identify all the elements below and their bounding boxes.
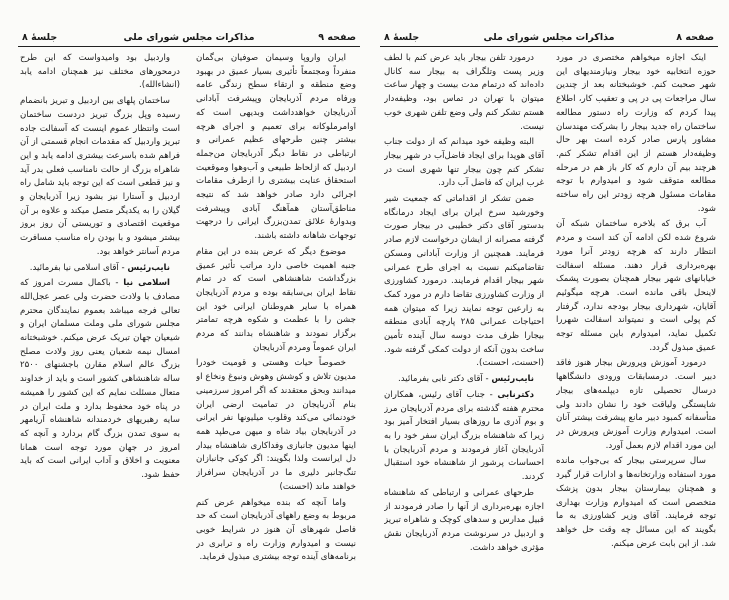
paragraph-text: ضمن تشکر از اقداماتی که جمعیت شیر وخورشید سرخ ایران برای ایجاد درمانگاه بدستور آقای دکتر خطیبی در بیجار صورت گرفته مصرانه از ایشان درخواست لازم صادر فرمایند. همچنین از وزارت آبادانی ومسکن تقاضامیکنم نسبت به اجرای طرح عمرانی شهر بیجار اقدام فرمایند. درمورد کشاورزی از وزارت کشاورزی تقاضا دارم در مورد کمک به زارعین توجه نمایند زیرا که میتوان همه احتیاجات عمرانی ۲۸۵ پارچه آبادی منطقه بیجارا ظرف مدت دوسه سال آینده تأمین ساخت بدون آنکه از دولت کمکی گرفته شود. (احسنت، احسنت). bbox=[384, 194, 544, 369]
right-page bbox=[380, 0, 718, 600]
paragraph bbox=[556, 357, 716, 453]
paragraph-text: اینک اجازه میخواهم مختصری در مورد حوزه انتخابیه خود بیجار ونیازمندیهای این شهر صحبت کنم. خوشبختانه بعد از چندین سال مراجعات پی در پی و تعقیب کار، اطلاع پیدا کردم که وزارت راه دستور مطالعه ساختمان راه جدید بیجار را بشرکت مهندسان مشاور پارس صادر کرده است بهر حال وظیفه‌دار هستم از این اقدام تشکر کنم. هرچند بیم آن دارم که کار باز هم در مرحله مطالعه متوقف شود و امیدوارم با توجه مقامات مسئول هرچه زودتر این راه ساخته شود. bbox=[556, 53, 716, 214]
speaker-name: دکترنابی bbox=[497, 389, 534, 400]
session-label: جلسهٔ ۸ bbox=[22, 32, 58, 43]
paragraph bbox=[384, 52, 544, 134]
paragraph-text: - آقای دکتر نابی بفرمائید. bbox=[398, 374, 492, 385]
speaker-paragraph bbox=[20, 262, 180, 276]
paragraph-text: واردبیل بود وامیدواست که این طرح درمحورهای مختلف نیز همچنان ادامه یابد (انشاءالله). bbox=[20, 53, 180, 91]
speaker-paragraph bbox=[20, 277, 180, 483]
paragraph-text: طرحهای عمرانی و ارتباطی که شاهنشاه اجازه بهره‌برداری از آنها را صادر فرمودند از قبیل مدارس و سدهای کوچک و شاهراه تبریز و اردبیل در سرنوشت مردم آذربایجان نقش مؤثری خواهد داشت. bbox=[384, 487, 544, 553]
paragraph-text: - جناب آقای رئیس، همکاران محترم هفته گذشته برای مردم آذربایجان مرز و بوم آذری ما روزهای بسیار افتخار آمیز بود زیرا که شاهنشاه بزرگ ایران سفر خود را به آذربایجان آغاز فرمودند و مردم آذربایجان با احساسات پرشور از شاهنشاه خود استقبال کردند. bbox=[384, 389, 544, 483]
paragraph-text: موضوع دیگر که عرض بنده در این مقام جنبه اهمیت خاصی دارد مراتب تأثیر عمیق بزرگداشت شاهنشاهی است که در تمام نقاط ایران بی‌سابقه بوده و مردم آذربایجان همراه با سایر هم‌وطنان ایرانی خود این جشن را با عظمت و شکوه هرچه تمامتر برگزار نمودند و شاهنشاه بدانند که مردم ایران عموماً ومردم آذربایجان bbox=[196, 246, 356, 353]
running-title: مذاکرات مجلس شورای ملی bbox=[123, 32, 255, 43]
paragraph bbox=[556, 455, 716, 551]
left-page bbox=[18, 0, 360, 600]
text-column-right bbox=[196, 52, 356, 597]
page-header bbox=[380, 32, 718, 47]
paragraph bbox=[384, 487, 544, 556]
paragraph-text: سال سرپرستی بیجار که بی‌جواب مانده مورد استفاده وزارتخانه‌ها و ادارات قرار گیرد و همچنان بیمارستان بیجار بدون پزشک متخصص است که امیدوارم وزارت بهداری توجه فرمایند. آقای وزیر کشاورزی به ما بگویند که این مسائل چه وقت حل خواهد شد. از این بابت عرض میکنم. bbox=[556, 456, 716, 549]
paragraph bbox=[384, 136, 544, 191]
speaker-name: اسلامی نیا bbox=[123, 278, 171, 289]
paragraph bbox=[384, 193, 544, 371]
speaker-paragraph bbox=[384, 389, 544, 485]
text-column-right bbox=[556, 52, 716, 597]
paragraph bbox=[196, 357, 356, 494]
paragraph bbox=[196, 52, 356, 244]
speaker-name: نایب‌رئیس bbox=[127, 262, 170, 273]
paragraph bbox=[196, 497, 356, 566]
paragraph bbox=[20, 52, 180, 93]
paragraph bbox=[556, 218, 716, 355]
page-number: صفحه ۸ bbox=[676, 32, 714, 43]
paragraph-text: ساختمان پلهای بین اردبیل و تبریز بانضمام رسیده وپل بزرگ تبریز دردست ساختمان است وانتظار عموم اینست که آسفالت جاده تبریز واردبیل که مقدمات انجام قسمتی از آن فراهم شده باسرعت بیشتری ادامه یابد و این شاهراه بزرگ از حالت نامناسب فعلی بدر آید و نیز قطعی است که این توجه باید شامل راه اردبیل و آستارا نیز بشود زیرا آذربایجان و گیلان را به یکدیگر متصل میکند و علاوه بر آن موقعیت اقتصادی و توریستی آن روز بروز بیشتر میشود و با بودن راه مناسب مسافرت مردم آسانتر خواهد بود. bbox=[20, 96, 180, 257]
page-number: صفحه ۹ bbox=[318, 32, 356, 43]
speaker-name: نایب‌رئیس bbox=[491, 374, 534, 385]
session-label: جلسهٔ ۸ bbox=[384, 32, 420, 43]
speaker-paragraph bbox=[384, 373, 544, 387]
paragraph-text: درمورد آموزش وپرورش بیجار هنوز فاقد دبیر است. درمسابقات ورودی دانشگاهها درسال تحصیلی تازه دیپلمه‌های بیجار شایستگی ولیاقت خود را نشان دادند ولی متأسفانه کمبود دبیر مانع پیشرفت بیشتر آنان است. امیدوارم وزارت آموزش وپرورش در این مورد اقدام لازم بعمل آورد. bbox=[556, 358, 716, 451]
text-column-left bbox=[20, 52, 180, 597]
text-column-left bbox=[384, 52, 544, 597]
page-header bbox=[18, 32, 360, 47]
paragraph-text: البته وظیفه خود میدانم که از دولت جناب آقای هویدا برای ایجاد فاضل‌آب در شهر بیجار تشکر کنم چون بیجار تنها شهری است در غرب ایران که فاضل آب دارد. bbox=[384, 137, 544, 189]
paragraph-text: - باکمال مسرت امروز که مصادف با ولادت حضرت ولی عصر عجل‌الله تعالی فرجه میباشد بعموم نمایندگان محترم مجلس شورای ملی وملت مسلمان ایران و شیعیان جهان تبریک عرض میکنم. خوشبختانه امسال نیمه شعبان یعنی روز ولادت مصلح بزرگ عالم اسلام مقارن باجشنهای ۲۵۰۰ ساله شاهنشاهی کشور است و باید از خداوند متعال مسئلت نمایم که این کشور را همیشه در پناه خود محفوظ بدارد و ملت ایران در سایه رهبریهای خردمندانه شاهنشاه آریامهر به سوی تمدن بزرگ گام بردارد و آنچه که امروز در جهان مورد توجه است همانا معنویت و اخلاق و آداب ایرانی است که باید حفظ شود. bbox=[20, 278, 180, 481]
paragraph-text: خصوصاً حیات وهستی و قومیت خودرا مدیون تلاش و کوشش وهوش ونبوغ ونخاع او میدانند وبحق معتقدند که اگر امروز سرزمینی بنام آذربایجان در تمامیت ارضی ایران خودنمائی می‌کند وقلوب میلیونها نفر ایرانی در آذربایجان بیاد شاه و میهن می‌طپد همه اینها مدیون جانبازی وفداکاری شاهنشاه بیدار دل ایرانست ولذا بگویند: اگر کوکی جانبازان تنگ‌جانبر دلیری ما در آذربایجان سرافراز خواهند ماند (احسنت) bbox=[196, 358, 356, 492]
paragraph bbox=[196, 246, 356, 356]
paragraph-text: آب برق که بلاخره ساختمان شبکه آن شروع شده لکن ادامه آن کند است و مردم انتظار دارند که هرچه زودتر آنرا مورد بهره‌برداری قرار دهند. مسئله اسفالت خیابانهای شهر بیجار همچنان بصورت پشمک لاینحل باقی مانده است. هرچه میگوئیم آقایان، شهرداری بیجار بودجه ندارد، گرفتار کم پولی است و نمیتواند اسفالت شهررا تکمیل نماید، امیدوارم باین مسئله توجه عمیق مبذول گردد. bbox=[556, 219, 716, 353]
paragraph-text: ایران واروپا وسیمان صوفیان بی‌گمان منفرداً ومجتمعاً تأثیری بسیار عمیق در بهبود وضع منطقه و ارتقاء سطح زندگی عامه ورفاه مردم آذربایجان وپیشرفت آبادانی آذربایجان خواهدداشت وبدیهی است که اوامرملوکانه برای تعمیم و اجرای هرچه بیشتر چنین طرحهای عظیم عمرانی و ارتباطی در نقاط دیگر آذربایجان من‌جمله اردبیل که ازلحاظ طبیعی و آب‌وهوا وموقعیت استحقاق عنایت بیشتری را ازطرف مقامات اجرائی دارد صادر خواهد شد که نتیجه مناطق‌آستان همآهنگ آبادی وپیشرفت وبدوارهٔ علائق تمدن‌بزرگ ایرانی را درجهت توجهات شاهانه داشته باشند. bbox=[196, 53, 356, 242]
paragraph-text: درمورد تلفن بیجار باید عرض کنم با لطف وزیر پست وتلگراف به بیجار سه کانال داده‌اند که درتمام مدت بیست و چهار ساعت میتوان با تهران در تماس بود، وظیفه‌دار هستم تشکر کنم ولی وضع تلفن شهری خوب نیست. bbox=[384, 53, 544, 132]
paragraph bbox=[556, 52, 716, 216]
paragraph bbox=[20, 95, 180, 259]
paragraph-text: - آقای اسلامی نیا بفرمائید. bbox=[29, 262, 128, 273]
running-title: مذاکرات مجلس شورای ملی bbox=[483, 32, 615, 43]
paragraph-text: واما آنچه که بنده میخواهم عرض کنم مربوط به وضع راههای آذربایجان است که حد فاصل شهرهای آن هنوز در شرایط خوبی نیست و امیدوارم وزارت راه و ترابری در برنامه‌های آینده توجه بیشتری مبذول فرماید. bbox=[196, 497, 356, 563]
